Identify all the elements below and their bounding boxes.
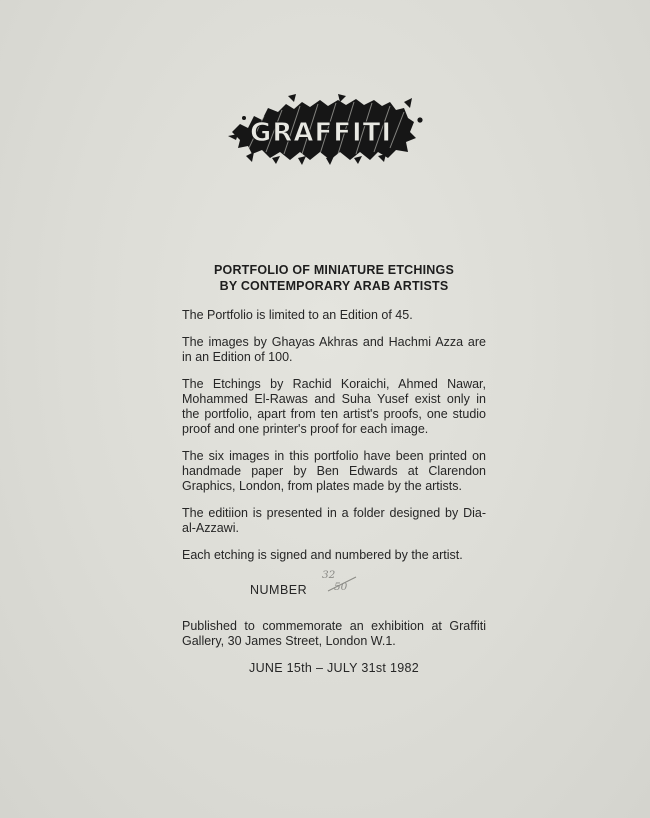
graffiti-logo [228,94,426,166]
etchings-paragraph: The Etchings by Rachid Koraichi, Ahmed Nawar, Mohammed El-Rawas and Suha Yusef exist only in the portfolio, apart from ten artist's proofs, one studio proof and one printer's proof for each image. [182,377,486,436]
document-body [182,262,486,675]
handwritten-edition-number [320,567,360,597]
printing-paragraph: The six images in this portfolio have been printed on handmade paper by Ben Edwards at Clarendon Graphics, London, from plates made by the artists. [182,449,486,493]
edition-limit-paragraph: The Portfolio is limited to an Edition of 45. [182,308,413,322]
number-label: NUMBER [250,583,308,597]
number-line [182,569,486,605]
heading-line-1: PORTFOLIO OF MINIATURE ETCHINGS [214,263,454,277]
handwritten-numerator: 32 [322,569,336,581]
published-paragraph: Published to commemorate an exhibition at Graffiti Gallery, 30 James Street, London W.1. [182,619,486,648]
graffiti-logo-graphic [228,94,426,166]
folder-paragraph: The editiion is presented in a folder designed by Dia-al-Azzawi. [182,506,486,535]
document-heading [182,262,486,294]
edition-100-paragraph: The images by Ghayas Akhras and Hachmi Azza are in an Edition of 100. [182,335,486,364]
logo-lettering: GRAFFITI [250,118,393,148]
signed-paragraph: Each etching is signed and numbered by the artist. [182,548,463,562]
heading-line-2: BY CONTEMPORARY ARAB ARTISTS [219,279,449,293]
handwritten-denominator: 50 [334,581,348,593]
exhibition-dates: JUNE 15th – JULY 31st 1982 [249,661,419,675]
